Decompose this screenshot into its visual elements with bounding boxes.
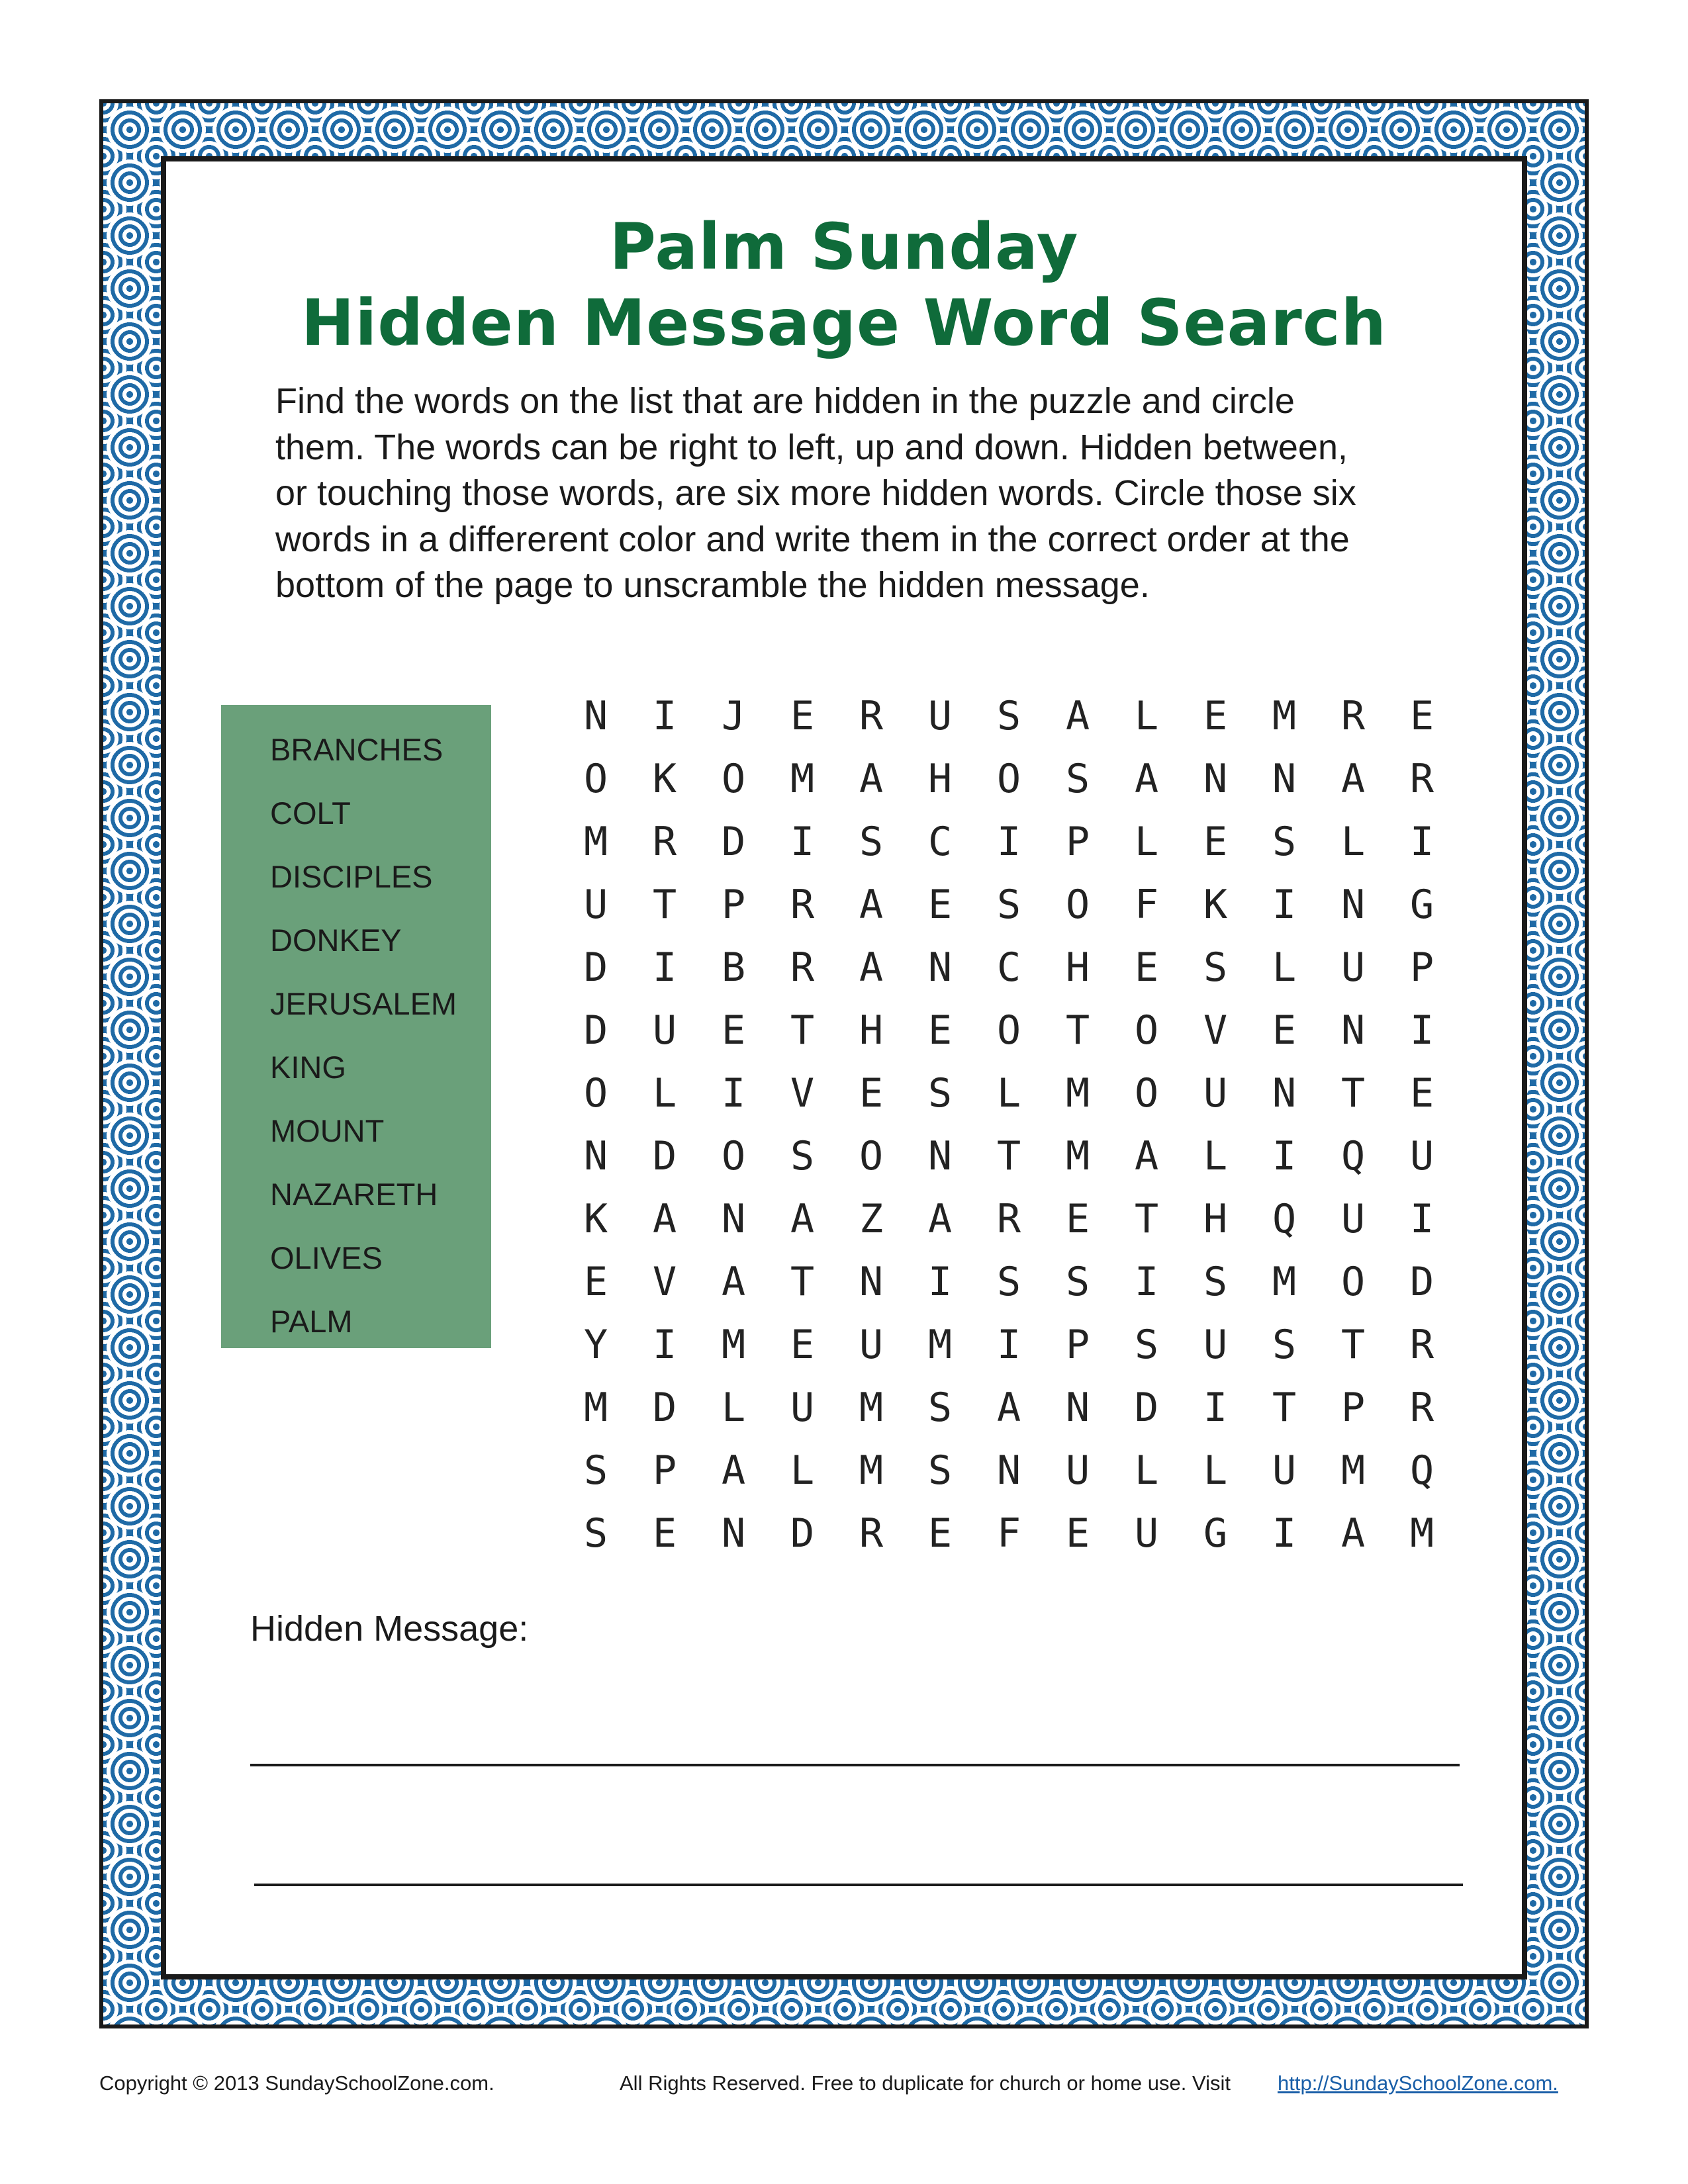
grid-letter: S [583, 1510, 608, 1557]
grid-letter: L [790, 1447, 815, 1494]
grid-letter: L [1134, 693, 1159, 739]
grid-letter: S [927, 1385, 953, 1431]
grid-letter: S [996, 1259, 1021, 1305]
grid-letter: I [1409, 1196, 1434, 1242]
grid-row [561, 1062, 1456, 1125]
grid-letter: H [927, 756, 953, 802]
word-list-box [221, 705, 491, 1348]
grid-letter: S [927, 1070, 953, 1116]
grid-letter: S [1065, 756, 1090, 802]
grid-letter: Q [1272, 1196, 1297, 1242]
grid-letter: K [1203, 882, 1228, 928]
grid-letter: U [1340, 1196, 1366, 1242]
grid-letter: S [790, 1133, 815, 1179]
grid-letter: F [996, 1510, 1021, 1557]
grid-letter: S [1272, 819, 1297, 865]
grid-letter: T [1340, 1322, 1366, 1368]
grid-letter: I [652, 693, 677, 739]
grid-letter: O [583, 756, 608, 802]
grid-letter: R [859, 693, 884, 739]
grid-letter: N [1203, 756, 1228, 802]
grid-letter: P [1340, 1385, 1366, 1431]
grid-letter: L [1203, 1447, 1228, 1494]
grid-letter: M [1409, 1510, 1434, 1557]
grid-row [561, 1314, 1456, 1377]
grid-letter: N [721, 1510, 746, 1557]
grid-letter: N [1272, 756, 1297, 802]
grid-letter: P [652, 1447, 677, 1494]
grid-row [561, 811, 1456, 874]
grid-letter: O [721, 1133, 746, 1179]
grid-letter: I [996, 1322, 1021, 1368]
grid-letter: O [1134, 1070, 1159, 1116]
grid-letter: S [583, 1447, 608, 1494]
grid-letter: N [996, 1447, 1021, 1494]
grid-letter: N [927, 1133, 953, 1179]
grid-letter: U [859, 1322, 884, 1368]
grid-letter: N [1340, 1007, 1366, 1054]
word-list-item: BRANCHES [270, 732, 444, 767]
grid-letter: L [1272, 944, 1297, 991]
grid-letter: B [721, 944, 746, 991]
instructions-line: words in a differerent color and write them in the correct order at the [275, 519, 1350, 559]
grid-letter: N [721, 1196, 746, 1242]
grid-letter: U [652, 1007, 677, 1054]
grid-letter: N [583, 1133, 608, 1179]
grid-letter: I [652, 1322, 677, 1368]
grid-letter: P [721, 882, 746, 928]
grid-letter: L [1203, 1133, 1228, 1179]
grid-letter: V [790, 1070, 815, 1116]
grid-letter: K [583, 1196, 608, 1242]
grid-row [561, 685, 1456, 748]
grid-letter: U [1203, 1070, 1228, 1116]
grid-row [561, 1125, 1456, 1188]
grid-letter: I [652, 944, 677, 991]
grid-letter: E [1272, 1007, 1297, 1054]
grid-letter: L [1340, 819, 1366, 865]
grid-letter: I [721, 1070, 746, 1116]
grid-letter: E [1203, 693, 1228, 739]
grid-letter: K [652, 756, 677, 802]
grid-letter: S [927, 1447, 953, 1494]
grid-row [561, 1502, 1456, 1565]
grid-letter: T [790, 1007, 815, 1054]
grid-letter: E [652, 1510, 677, 1557]
rights-text: All Rights Reserved. Free to duplicate for church or home use. Visit [620, 2071, 1231, 2095]
grid-letter: U [1203, 1322, 1228, 1368]
grid-row [561, 1251, 1456, 1314]
word-list-item: COLT [270, 796, 351, 831]
grid-letter: T [996, 1133, 1021, 1179]
copyright-text: Copyright © 2013 SundaySchoolZone.com. [99, 2071, 494, 2095]
grid-letter: E [790, 1322, 815, 1368]
grid-letter: O [583, 1070, 608, 1116]
grid-letter: N [927, 944, 953, 991]
answer-line [250, 1764, 1460, 1766]
grid-letter: I [1203, 1385, 1228, 1431]
grid-letter: E [1409, 693, 1434, 739]
grid-letter: E [1203, 819, 1228, 865]
grid-letter: Q [1409, 1447, 1434, 1494]
grid-letter: L [996, 1070, 1021, 1116]
grid-letter: D [583, 1007, 608, 1054]
grid-letter: O [721, 756, 746, 802]
grid-letter: A [859, 944, 884, 991]
instructions-line: them. The words can be right to left, up and down. Hidden between, [275, 427, 1348, 467]
grid-row [561, 1439, 1456, 1502]
grid-letter: T [652, 882, 677, 928]
grid-letter: E [1065, 1196, 1090, 1242]
instructions-line: or touching those words, are six more hidden words. Circle those six [275, 473, 1356, 513]
grid-letter: I [927, 1259, 953, 1305]
grid-letter: A [721, 1447, 746, 1494]
grid-letter: R [859, 1510, 884, 1557]
grid-letter: U [583, 882, 608, 928]
grid-letter: G [1409, 882, 1434, 928]
grid-letter: S [1203, 944, 1228, 991]
grid-letter: D [790, 1510, 815, 1557]
grid-letter: A [927, 1196, 953, 1242]
grid-letter: I [996, 819, 1021, 865]
grid-letter: H [859, 1007, 884, 1054]
grid-letter: Q [1340, 1133, 1366, 1179]
grid-letter: Z [859, 1196, 884, 1242]
grid-letter: L [652, 1070, 677, 1116]
grid-letter: O [996, 756, 1021, 802]
grid-letter: O [859, 1133, 884, 1179]
word-list-item: NAZARETH [270, 1177, 438, 1212]
grid-letter: C [927, 819, 953, 865]
grid-letter: E [927, 882, 953, 928]
page-title: Palm Sunday [609, 210, 1079, 284]
grid-letter: N [1272, 1070, 1297, 1116]
grid-letter: O [1134, 1007, 1159, 1054]
word-list-item: KING [270, 1050, 346, 1085]
grid-letter: S [1272, 1322, 1297, 1368]
grid-letter: R [790, 882, 815, 928]
grid-letter: I [1272, 1510, 1297, 1557]
grid-letter: S [996, 693, 1021, 739]
grid-letter: G [1203, 1510, 1228, 1557]
grid-letter: P [1065, 1322, 1090, 1368]
instructions-line: bottom of the page to unscramble the hidden message. [275, 565, 1150, 605]
grid-letter: O [996, 1007, 1021, 1054]
grid-letter: O [1340, 1259, 1366, 1305]
grid-letter: A [1134, 1133, 1159, 1179]
grid-letter: A [1340, 1510, 1366, 1557]
grid-letter: J [721, 693, 746, 739]
grid-letter: R [1409, 756, 1434, 802]
grid-letter: A [859, 882, 884, 928]
word-list-item: OLIVES [270, 1240, 383, 1275]
grid-letter: I [1134, 1259, 1159, 1305]
word-list-item: DISCIPLES [270, 859, 433, 894]
grid-letter: A [996, 1385, 1021, 1431]
grid-row [561, 1188, 1456, 1251]
grid-letter: E [927, 1007, 953, 1054]
grid-letter: M [583, 1385, 608, 1431]
grid-letter: R [1409, 1322, 1434, 1368]
letter-grid [561, 685, 1456, 1565]
grid-letter: I [1409, 1007, 1434, 1054]
grid-row [561, 1377, 1456, 1439]
grid-letter: U [1272, 1447, 1297, 1494]
answer-line [254, 1884, 1463, 1886]
grid-letter: I [1409, 819, 1434, 865]
instructions [275, 379, 1467, 609]
grid-row [561, 936, 1456, 999]
grid-letter: D [721, 819, 746, 865]
grid-letter: P [1409, 944, 1434, 991]
grid-letter: I [1272, 882, 1297, 928]
grid-letter: I [790, 819, 815, 865]
grid-letter: E [1065, 1510, 1090, 1557]
word-list-item: PALM [270, 1304, 353, 1339]
grid-letter: D [652, 1385, 677, 1431]
grid-letter: S [996, 882, 1021, 928]
grid-letter: N [1065, 1385, 1090, 1431]
grid-letter: M [1272, 693, 1297, 739]
grid-letter: M [1272, 1259, 1297, 1305]
grid-letter: N [859, 1259, 884, 1305]
grid-letter: R [996, 1196, 1021, 1242]
grid-letter: A [1065, 693, 1090, 739]
grid-letter: E [1409, 1070, 1434, 1116]
grid-letter: F [1134, 882, 1159, 928]
page-subtitle: Hidden Message Word Search [301, 286, 1387, 360]
grid-letter: I [1272, 1133, 1297, 1179]
grid-letter: L [1134, 1447, 1159, 1494]
grid-letter: E [790, 693, 815, 739]
grid-letter: V [652, 1259, 677, 1305]
grid-letter: U [790, 1385, 815, 1431]
grid-letter: E [721, 1007, 746, 1054]
grid-letter: D [1134, 1385, 1159, 1431]
hidden-message-label: Hidden Message: [250, 1609, 529, 1649]
grid-letter: M [1340, 1447, 1366, 1494]
grid-letter: R [1340, 693, 1366, 739]
grid-letter: E [927, 1510, 953, 1557]
grid-letter: E [1134, 944, 1159, 991]
grid-letter: M [927, 1322, 953, 1368]
grid-row [561, 748, 1456, 811]
grid-letter: U [1340, 944, 1366, 991]
grid-letter: N [1340, 882, 1366, 928]
grid-letter: A [859, 756, 884, 802]
grid-letter: M [583, 819, 608, 865]
grid-letter: A [721, 1259, 746, 1305]
grid-letter: A [1134, 756, 1159, 802]
grid-letter: L [1134, 819, 1159, 865]
instructions-line: Find the words on the list that are hidden in the puzzle and circle [275, 381, 1295, 421]
grid-letter: M [1065, 1070, 1090, 1116]
grid-letter: T [1340, 1070, 1366, 1116]
grid-letter: S [1065, 1259, 1090, 1305]
grid-letter: H [1203, 1196, 1228, 1242]
grid-letter: U [1065, 1447, 1090, 1494]
grid-letter: U [1409, 1133, 1434, 1179]
grid-letter: S [859, 819, 884, 865]
website-link[interactable]: http://SundaySchoolZone.com. [1278, 2071, 1558, 2095]
grid-letter: O [1065, 882, 1090, 928]
grid-letter: N [583, 693, 608, 739]
grid-letter: D [652, 1133, 677, 1179]
grid-letter: U [927, 693, 953, 739]
grid-letter: A [1340, 756, 1366, 802]
grid-letter: T [1134, 1196, 1159, 1242]
grid-row [561, 874, 1456, 936]
grid-letter: V [1203, 1007, 1228, 1054]
grid-letter: E [859, 1070, 884, 1116]
grid-letter: M [721, 1322, 746, 1368]
grid-letter: S [1134, 1322, 1159, 1368]
grid-row [561, 999, 1456, 1062]
grid-letter: Y [583, 1322, 608, 1368]
grid-letter: M [859, 1385, 884, 1431]
word-list-item: MOUNT [270, 1113, 385, 1148]
grid-letter: P [1065, 819, 1090, 865]
grid-letter: D [583, 944, 608, 991]
footer [99, 2071, 1589, 2105]
grid-letter: M [1065, 1133, 1090, 1179]
grid-letter: C [996, 944, 1021, 991]
grid-letter: H [1065, 944, 1090, 991]
grid-letter: R [1409, 1385, 1434, 1431]
grid-letter: T [790, 1259, 815, 1305]
word-list-item: JERUSALEM [270, 986, 457, 1021]
grid-letter: A [790, 1196, 815, 1242]
grid-letter: R [790, 944, 815, 991]
grid-letter: T [1065, 1007, 1090, 1054]
grid-letter: R [652, 819, 677, 865]
grid-letter: M [790, 756, 815, 802]
word-list-item: DONKEY [270, 923, 402, 958]
grid-letter: M [859, 1447, 884, 1494]
grid-letter: S [1203, 1259, 1228, 1305]
grid-letter: U [1134, 1510, 1159, 1557]
grid-letter: E [583, 1259, 608, 1305]
grid-letter: T [1272, 1385, 1297, 1431]
grid-letter: D [1409, 1259, 1434, 1305]
grid-letter: L [721, 1385, 746, 1431]
grid-letter: A [652, 1196, 677, 1242]
